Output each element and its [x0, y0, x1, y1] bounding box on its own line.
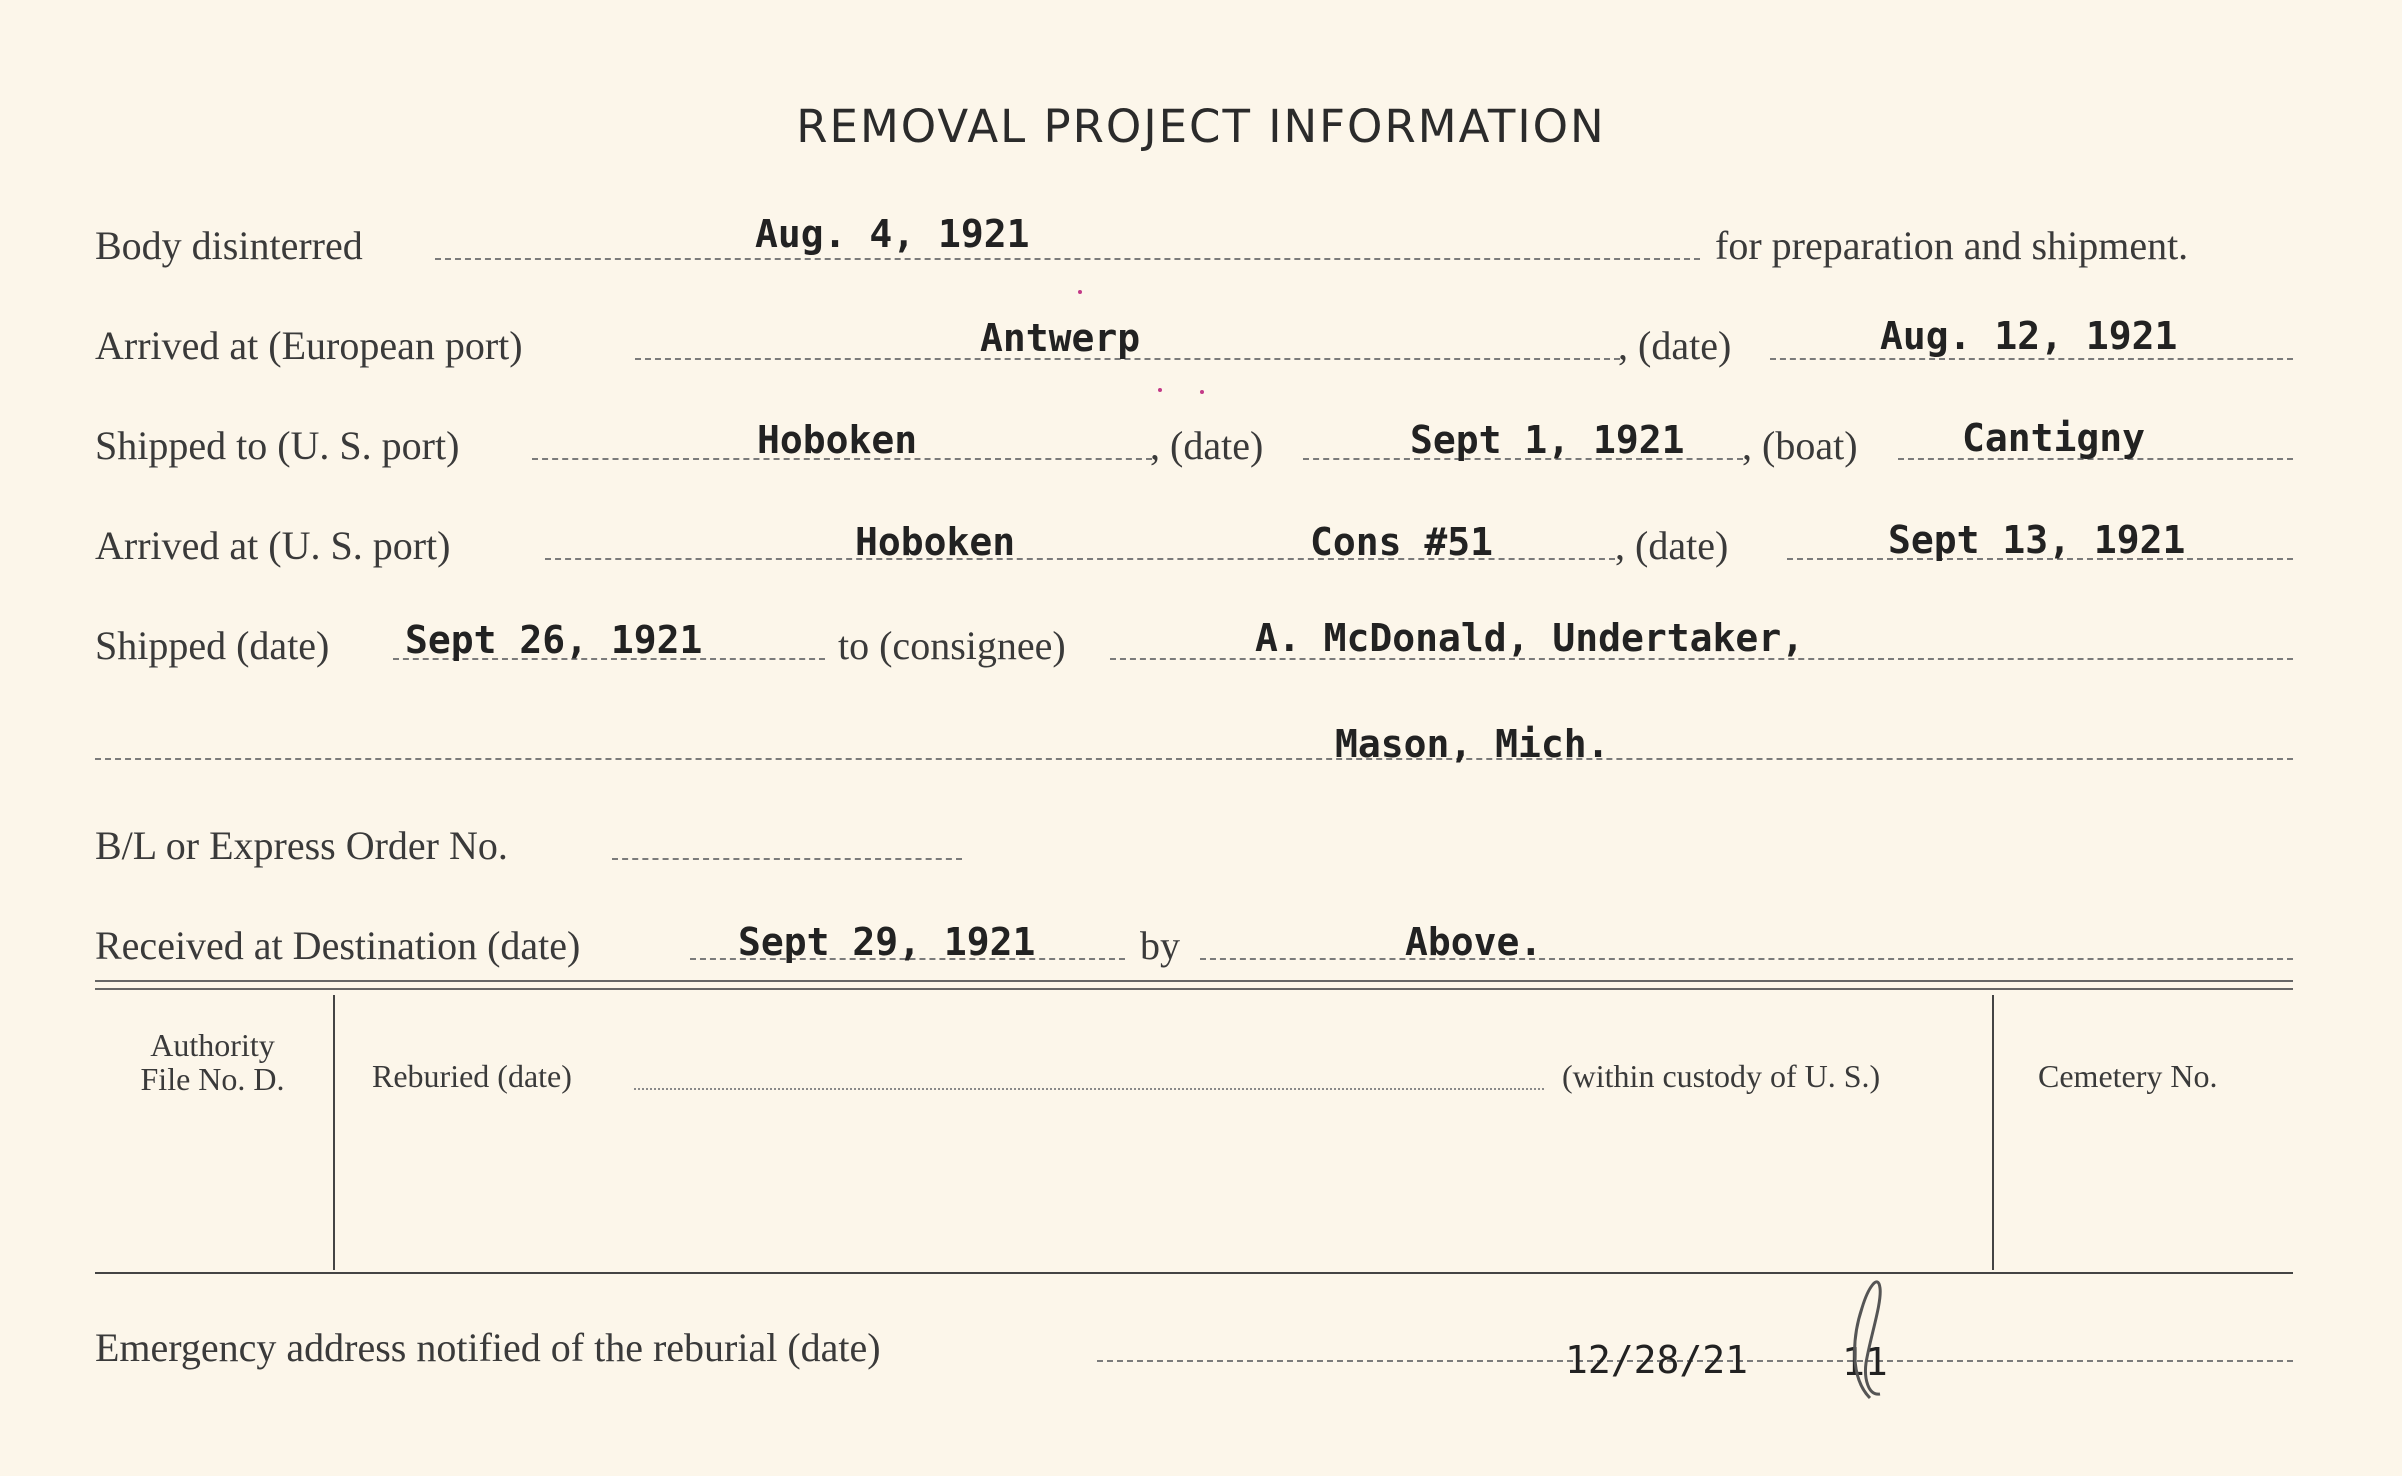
ink-speck: [1078, 290, 1082, 294]
bl-order-line: [612, 858, 962, 860]
reburied-label: Reburied (date): [372, 1058, 572, 1094]
shipped-us-port: Hoboken: [757, 418, 918, 462]
shipped-us-label: Shipped to (U. S. port): [95, 423, 460, 468]
received-by: Above.: [1405, 920, 1543, 964]
handwritten-initial-mark: [1840, 1268, 1900, 1408]
received-date: Sept 29, 1921: [738, 920, 1036, 964]
received-by-line: [1200, 958, 2293, 960]
emergency-initials: 11: [1842, 1340, 1888, 1384]
body-disinterred-label: Body disinterred: [95, 223, 363, 268]
arrived-european-date-line: [1770, 358, 2293, 360]
table-top-rule: [95, 980, 2293, 990]
shipped-us-boat-label: , (boat): [1742, 423, 1858, 468]
ink-speck: [1158, 388, 1162, 392]
consignee-line-2: [95, 758, 2293, 760]
shipped-to-label: to (consignee): [838, 623, 1066, 668]
ink-speck: [1200, 390, 1204, 394]
emergency-date: 12/28/21: [1565, 1338, 1749, 1382]
shipped-date: Sept 26, 1921: [405, 618, 703, 662]
received-label: Received at Destination (date): [95, 923, 581, 968]
custody-label: (within custody of U. S.): [1562, 1058, 1881, 1094]
cemetery-no-label: Cemetery No.: [2038, 1058, 2218, 1094]
shipped-consignee: A. McDonald, Undertaker,: [1255, 616, 1805, 660]
card-title: REMOVAL PROJECT INFORMATION: [796, 100, 1606, 153]
arrived-european-date-label: , (date): [1618, 323, 1732, 368]
arrived-us-port: Hoboken: [855, 520, 1016, 564]
table-bottom-rule: [95, 1272, 2293, 1274]
shipped-us-date: Sept 1, 1921: [1410, 418, 1685, 462]
received-by-label: by: [1140, 923, 1180, 968]
arrived-european-label: Arrived at (European port): [95, 323, 523, 368]
arrived-us-cons: Cons #51: [1310, 520, 1494, 564]
file-no-label: File No. D.: [140, 1061, 285, 1097]
arrived-european-port: Antwerp: [980, 316, 1141, 360]
shipped-us-boat: Cantigny: [1962, 416, 2146, 460]
shipped-label: Shipped (date): [95, 623, 330, 668]
authority-label: Authority: [150, 1027, 275, 1063]
reburied-line: [634, 1088, 1544, 1090]
body-disinterred-line: [435, 258, 1700, 260]
shipped-consignee-line2: Mason, Mich.: [1335, 722, 1610, 766]
table-divider-right: [1992, 995, 1994, 1270]
arrived-us-date: Sept 13, 1921: [1888, 518, 2186, 562]
authority-file-cell: [100, 1028, 325, 1096]
arrived-us-date-label: , (date): [1615, 523, 1729, 568]
arrived-european-date: Aug. 12, 1921: [1880, 314, 2178, 358]
shipped-us-date-label: , (date): [1150, 423, 1264, 468]
body-disinterred-suffix: for preparation and shipment.: [1715, 223, 2189, 268]
body-disinterred-value: Aug. 4, 1921: [755, 212, 1030, 256]
bl-order-label: B/L or Express Order No.: [95, 823, 508, 868]
emergency-label: Emergency address notified of the reburial (date): [95, 1325, 881, 1370]
table-divider-left: [333, 995, 335, 1270]
arrived-us-label: Arrived at (U. S. port): [95, 523, 451, 568]
